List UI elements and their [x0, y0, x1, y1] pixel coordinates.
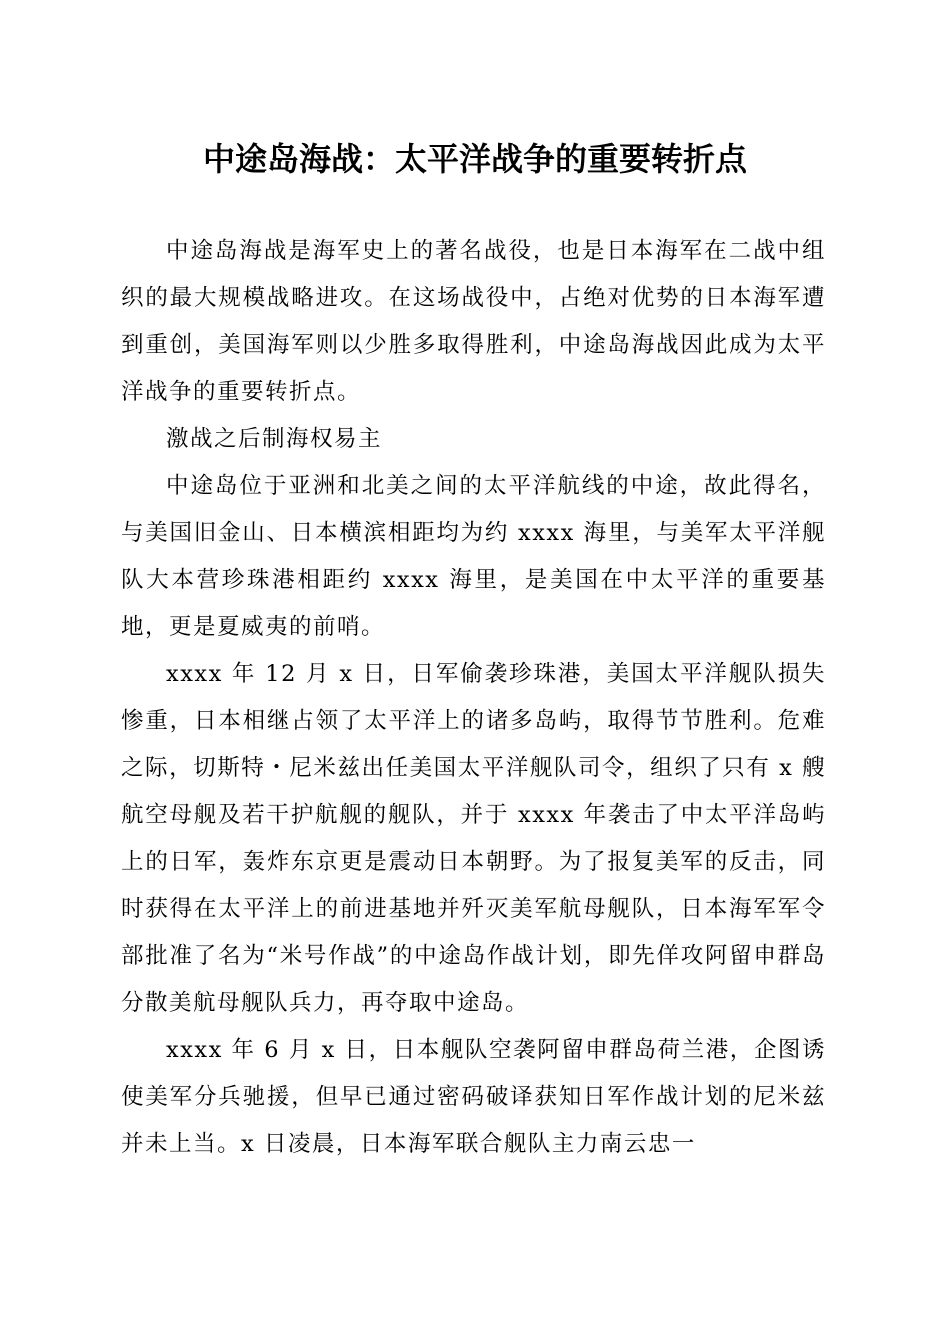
paragraph-battle: xxxx 年 6 月 x 日，日本舰队空袭阿留申群岛荷兰港，企图诱使美军分兵驰援，但早已通过密码破译获知日军作战计划的尼米兹并未上当。x 日凌晨，日本海军联合舰队主力南云忠一 [121, 1037, 826, 1157]
paragraph-intro: 中途岛海战是海军史上的著名战役，也是日本海军在二战中组织的最大规模战略进攻。在这场战役中，占绝对优势的日本海军遭到重创，美国海军则以少胜多取得胜利，中途岛海战因此成为太平洋战争的重要转折点。 [121, 238, 826, 405]
document-title: 中途岛海战：太平洋战争的重要转折点 [202, 140, 747, 178]
paragraph-location: 中途岛位于亚洲和北美之间的太平洋航线的中途，故此得名，与美国旧金山、日本横滨相距均为约 xxxx 海里，与美军太平洋舰队大本营珍珠港相距约 xxxx 海里，是美国在中太平洋的重要基地，更是夏威夷的前哨。 [121, 473, 826, 640]
paragraph-background: xxxx 年 12 月 x 日，日军偷袭珍珠港，美国太平洋舰队损失惨重，日本相继占领了太平洋上的诸多岛屿，取得节节胜利。危难之际，切斯特・尼米兹出任美国太平洋舰队司令，组织了只有 x 艘航空母舰及若干护航舰的舰队，并于 xxxx 年袭击了中太平洋岛屿上的日军，轰炸东京更是震动日本朝野。为了报复美军的反击，同时获得在太平洋上的前进基地并歼灭美军航母舰队，日本海军军令部批准了名为“米号作战”的中途岛作战计划，即先佯攻阿留申群岛分散美航母舰队兵力，再夺取中途岛。 [121, 661, 826, 1016]
document-body [121, 228, 826, 1168]
section-heading: 激战之后制海权易主 [166, 426, 383, 452]
